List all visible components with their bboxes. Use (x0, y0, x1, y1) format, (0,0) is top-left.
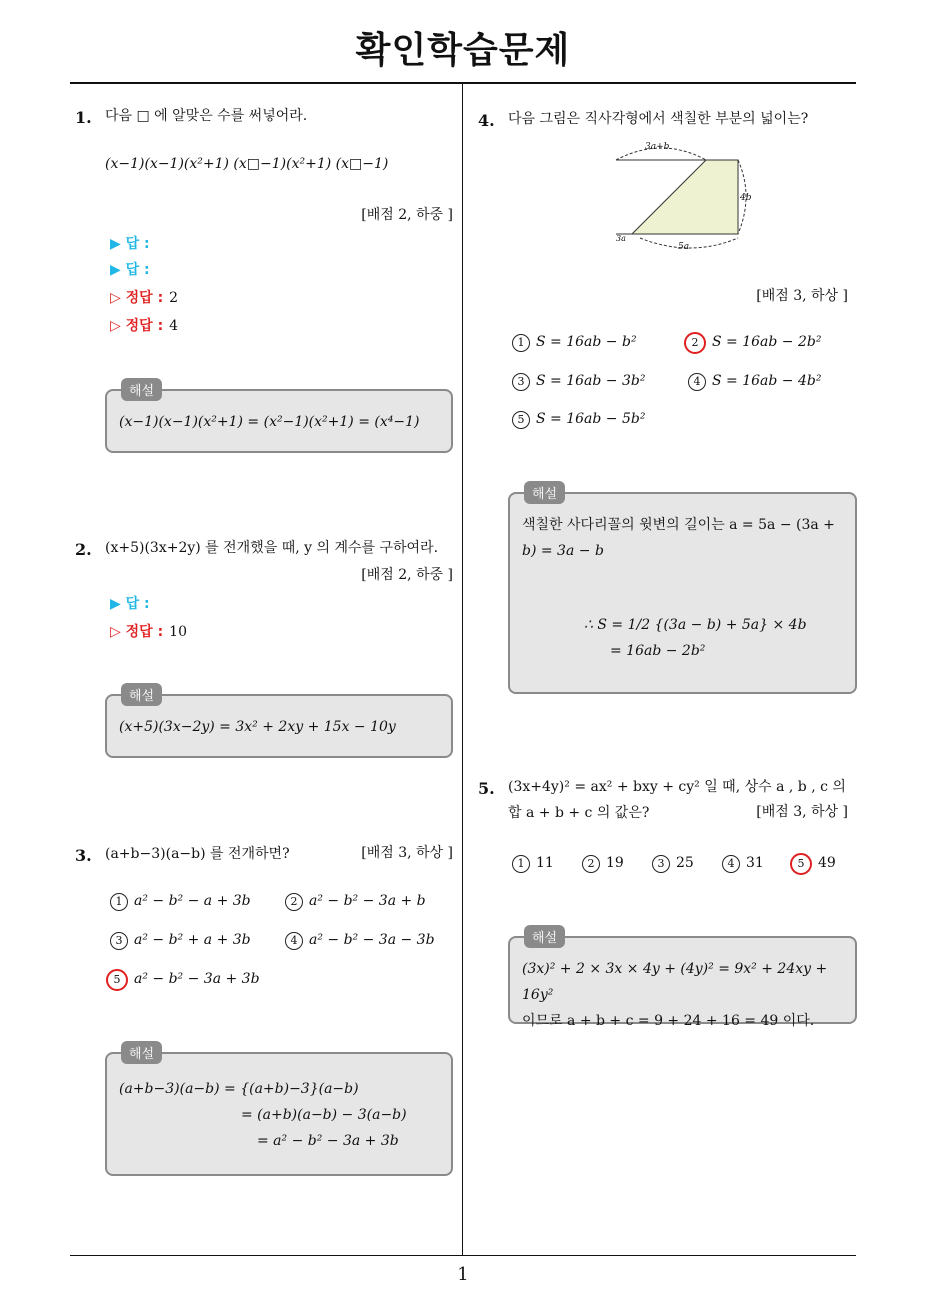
figure-top-label: 3a+b (645, 142, 670, 152)
q2-solution-box (105, 689, 453, 758)
answer-label: ▷ 정답 : (110, 624, 164, 640)
q1-answer-line-2 (110, 259, 156, 279)
solution-line: = (a+b)(a−b) − 3(a−b) (241, 1107, 407, 1123)
q1-expression: (x−1)(x−1)(x²+1) (x□−1)(x²+1) (x□−1) (105, 156, 389, 172)
q4-option-2-selected[interactable] (684, 332, 821, 354)
q5-number: 5. (478, 779, 495, 798)
q4-option-3[interactable] (512, 373, 645, 391)
solution-line: = 16ab − 2b² (610, 643, 706, 659)
q4-option-1[interactable] (512, 334, 637, 352)
q5-solution-box (508, 931, 857, 1029)
figure-right-label: 4b (740, 193, 752, 203)
column-divider (462, 83, 463, 1255)
q4-option-5[interactable] (512, 411, 645, 429)
solution-line: (x−1)(x−1)(x²+1) = (x²−1)(x²+1) = (x⁴−1) (119, 414, 420, 430)
q3-option-1[interactable] (110, 893, 251, 911)
option-text: 31 (746, 855, 764, 871)
solution-line: (3x)² + 2 × 3x × 4y + (4y)² = 9x² + 24xy + 16y² (522, 961, 828, 1003)
option-text: 49 (818, 855, 836, 871)
q3-option-5-selected[interactable] (106, 969, 260, 991)
option-text: a² − b² + a + 3b (134, 932, 251, 948)
q3-option-2[interactable] (285, 893, 426, 911)
solution-tag: 해설 (524, 925, 565, 948)
q1-correct-answer-2 (110, 315, 178, 335)
q4-option-4[interactable] (688, 373, 821, 391)
q3-option-3[interactable] (110, 932, 251, 950)
option-number-2: 2 (582, 855, 600, 873)
option-text: a² − b² − 3a + b (309, 893, 426, 909)
figure-bottom-label: 5a (678, 242, 690, 252)
q1-number: 1. (75, 108, 92, 127)
q1-text: 다음 □ 에 알맞은 수를 써넣어라. (105, 108, 308, 124)
option-number-4: 4 (688, 373, 706, 391)
option-number-3: 3 (110, 932, 128, 950)
q3-text: (a+b−3)(a−b) 를 전개하면? (105, 846, 290, 862)
q1-meta: [배점 2, 하중 ] (361, 207, 453, 223)
answer-value: 2 (169, 290, 179, 306)
q2-correct-answer (110, 621, 187, 641)
trapezoid-figure (612, 138, 752, 258)
solution-line: (x+5)(3x−2y) = 3x² + 2xy + 15x − 10y (119, 719, 396, 735)
solution-body (119, 409, 439, 435)
option-text: S = 16ab − b² (536, 334, 637, 350)
option-text: S = 16ab − 3b² (536, 373, 646, 389)
option-number-4: 4 (722, 855, 740, 873)
option-text: 19 (606, 855, 624, 871)
solution-body (119, 714, 439, 740)
q2-text: (x+5)(3x+2y) 를 전개했을 때, y 의 계수를 구하여라. (105, 540, 439, 556)
option-text: a² − b² − a + 3b (134, 893, 251, 909)
q4-number: 4. (478, 111, 495, 130)
solution-tag: 해설 (121, 1041, 162, 1064)
option-number-1: 1 (512, 334, 530, 352)
q2-number: 2. (75, 540, 92, 559)
solution-tag: 해설 (121, 683, 162, 706)
footer-rule (70, 1255, 856, 1256)
q5-option-5-selected[interactable] (790, 853, 836, 875)
solution-body (522, 512, 843, 664)
option-number-4: 4 (285, 932, 303, 950)
selected-answer-mark: 2 (684, 332, 706, 354)
header-rule (70, 82, 856, 84)
q2-meta: [배점 2, 하중 ] (361, 567, 453, 583)
answer-label: ▶ 답 : (110, 596, 150, 612)
q5-option-2[interactable] (582, 855, 624, 873)
q4-text: 다음 그림은 직사각형에서 색칠한 부분의 넓이는? (508, 111, 809, 127)
option-number-1: 1 (512, 855, 530, 873)
option-text: S = 16ab − 2b² (712, 334, 822, 350)
q5-text-line-2: 합 a + b + c 의 값은? (508, 805, 650, 821)
option-number-2: 2 (285, 893, 303, 911)
page-title: 확인학습문제 (355, 30, 571, 71)
q5-option-3[interactable] (652, 855, 694, 873)
answer-value: 10 (169, 624, 187, 640)
q4-solution-box (508, 487, 857, 694)
q2-answer-line (110, 593, 156, 613)
answer-label: ▶ 답 : (110, 262, 150, 278)
q5-meta: [배점 3, 하상 ] (756, 804, 848, 820)
answer-value: 4 (169, 318, 179, 334)
q5-option-4[interactable] (722, 855, 764, 873)
q1-solution-box (105, 384, 453, 453)
option-text: S = 16ab − 5b² (536, 411, 646, 427)
q1-correct-answer-1 (110, 287, 178, 307)
solution-body (119, 1076, 439, 1154)
solution-line: b) = 3a − b (522, 543, 604, 559)
q3-solution-box (105, 1047, 453, 1176)
q3-option-4[interactable] (285, 932, 435, 950)
figure-corner-label: 3a (616, 234, 626, 243)
solution-line: ∴ S = 1/2 {(3a − b) + 5a} × 4b (584, 617, 807, 633)
option-text: S = 16ab − 4b² (712, 373, 822, 389)
option-text: a² − b² − 3a + 3b (134, 971, 260, 987)
q5-option-1[interactable] (512, 855, 554, 873)
selected-answer-mark: 5 (106, 969, 128, 991)
q5-text: (3x+4y)² = ax² + bxy + cy² 일 때, 상수 a , b , c 의 (508, 779, 846, 795)
solution-body (522, 956, 843, 1034)
solution-line: 이므로 a + b + c = 9 + 24 + 16 = 49 이다. (522, 1013, 815, 1029)
answer-label: ▷ 정답 : (110, 290, 164, 306)
option-number-3: 3 (652, 855, 670, 873)
shaded-trapezoid (632, 160, 738, 234)
answer-label: ▷ 정답 : (110, 318, 164, 334)
option-text: 11 (536, 855, 554, 871)
q1-answer-line-1 (110, 233, 156, 253)
option-number-5: 5 (512, 411, 530, 429)
option-number-1: 1 (110, 893, 128, 911)
page-number: 1 (457, 1264, 469, 1285)
solution-tag: 해설 (524, 481, 565, 504)
solution-line: = a² − b² − 3a + 3b (257, 1133, 399, 1149)
option-text: 25 (676, 855, 694, 871)
q4-figure (612, 138, 752, 258)
selected-answer-mark: 5 (790, 853, 812, 875)
solution-line: (a+b−3)(a−b) = {(a+b)−3}(a−b) (119, 1081, 359, 1097)
solution-line: 색칠한 사다리꼴의 윗변의 길이는 a = 5a − (3a + (522, 517, 835, 533)
option-number-3: 3 (512, 373, 530, 391)
option-text: a² − b² − 3a − 3b (309, 932, 435, 948)
q3-meta: [배점 3, 하상 ] (361, 845, 453, 861)
answer-label: ▶ 답 : (110, 236, 150, 252)
solution-tag: 해설 (121, 378, 162, 401)
q4-meta: [배점 3, 하상 ] (756, 288, 848, 304)
q3-number: 3. (75, 846, 92, 865)
